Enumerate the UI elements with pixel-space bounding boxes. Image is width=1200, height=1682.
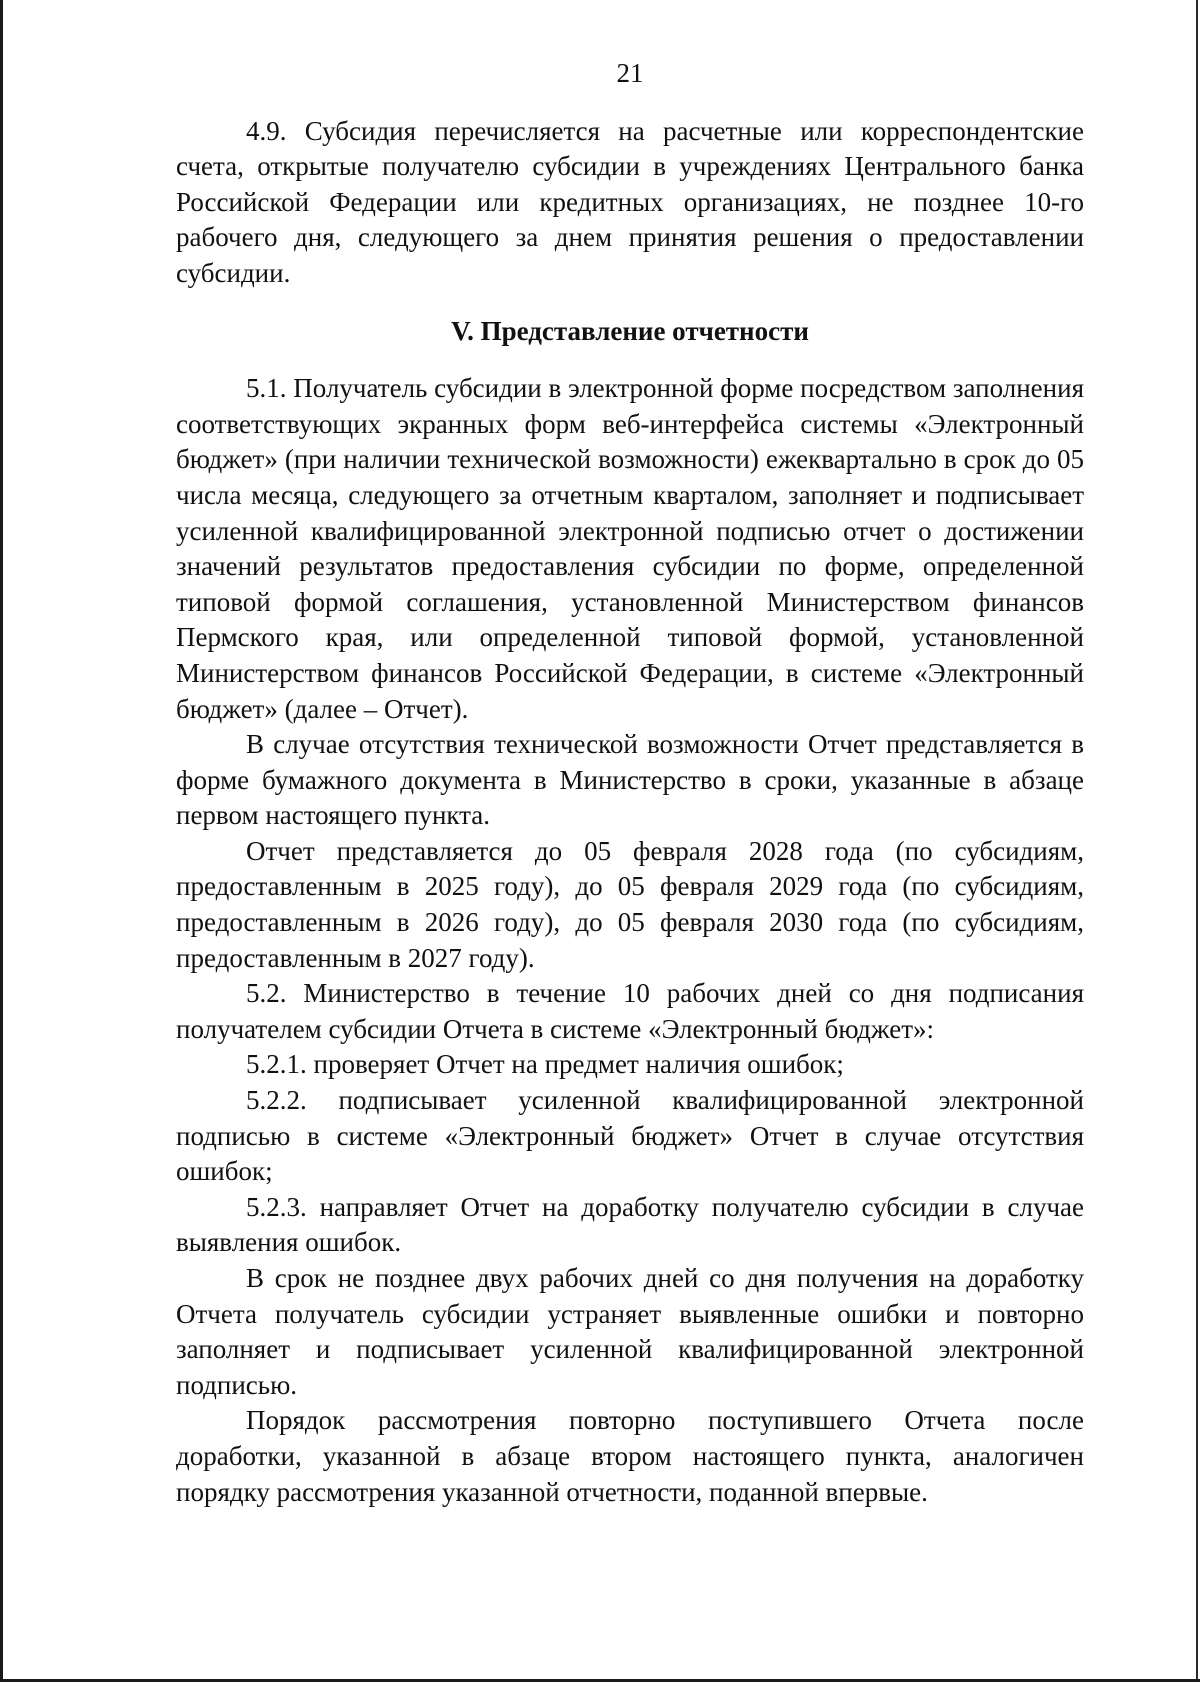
paragraph-4-9: 4.9. Субсидия перечисляется на расчетные или корреспондентские счета, открытые получателю субсидии в учреждениях Центрального банка Российской Федерации или кредитных организациях, не позднее 10-го рабочего дня, следующего за днем принятия решения о предоставлении субсидии.	[176, 115, 1084, 288]
scan-edge-left	[0, 0, 3, 1682]
paragraph-review-order: Порядок рассмотрения повторно поступившего Отчета после доработки, указанной в абзаце втором настоящего пункта, аналогичен порядку рассмотрения указанной отчетности, поданной впервые.	[176, 1405, 1084, 1507]
scan-edge-right	[1196, 0, 1198, 1682]
document-body	[176, 56, 1084, 1510]
paragraph-5-2: 5.2. Министерство в течение 10 рабочих дней со дня подписания получателем субсидии Отчета в системе «Электронный бюджет»:	[176, 978, 1084, 1044]
paragraph-5-2-1: 5.2.1. проверяет Отчет на предмет наличия ошибок;	[246, 1049, 844, 1080]
page-number: 21	[616, 58, 644, 88]
paragraph-report-deadlines: Отчет представляется до 05 февраля 2028 года (по субсидиям, предоставленным в 2025 году), до 05 февраля 2029 года (по субсидиям, предоставленным в 2026 году), до 05 февраля 2030 года (по субсидиям, предоставленным в 2027 году).	[176, 835, 1084, 973]
paragraph-rework-deadline: В срок не позднее двух рабочих дней со дня получения на доработку Отчета получатель субсидии устраняет выявленные ошибки и повторно заполняет и подписывает усиленной квалифицированной электронной подписью.	[176, 1263, 1084, 1400]
paragraph-5-1: 5.1. Получатель субсидии в электронной форме посредством заполнения соответствующих экранных форм веб-интерфейса системы «Электронный бюджет» (при наличии технической возможности) ежеквартально в срок до 05 числа месяца, следующего за отчетным кварталом, заполняет и подписывает усиленной квалифицированной электронной подписью отчет о достижении значений результатов предоставления субсидии по форме, определенной типовой формой соглашения, установленной Министерством финансов Пермского края, или определенной типовой формой, установленной Министерством финансов Российской Федерации, в системе «Электронный бюджет» (далее – Отчет).	[176, 373, 1084, 724]
paragraph-5-2-3: 5.2.3. направляет Отчет на доработку получателю субсидии в случае выявления ошибок.	[176, 1191, 1084, 1258]
section-title: V. Представление отчетности	[451, 315, 809, 346]
paragraph-5-2-2: 5.2.2. подписывает усиленной квалифицированной электронной подписью в системе «Электронный бюджет» Отчет в случае отсутствия ошибок;	[176, 1085, 1084, 1187]
paragraph-no-tech-possibility: В случае отсутствия технической возможности Отчет представляется в форме бумажного документа в Министерство в сроки, указанные в абзаце первом настоящего пункта.	[176, 729, 1084, 831]
